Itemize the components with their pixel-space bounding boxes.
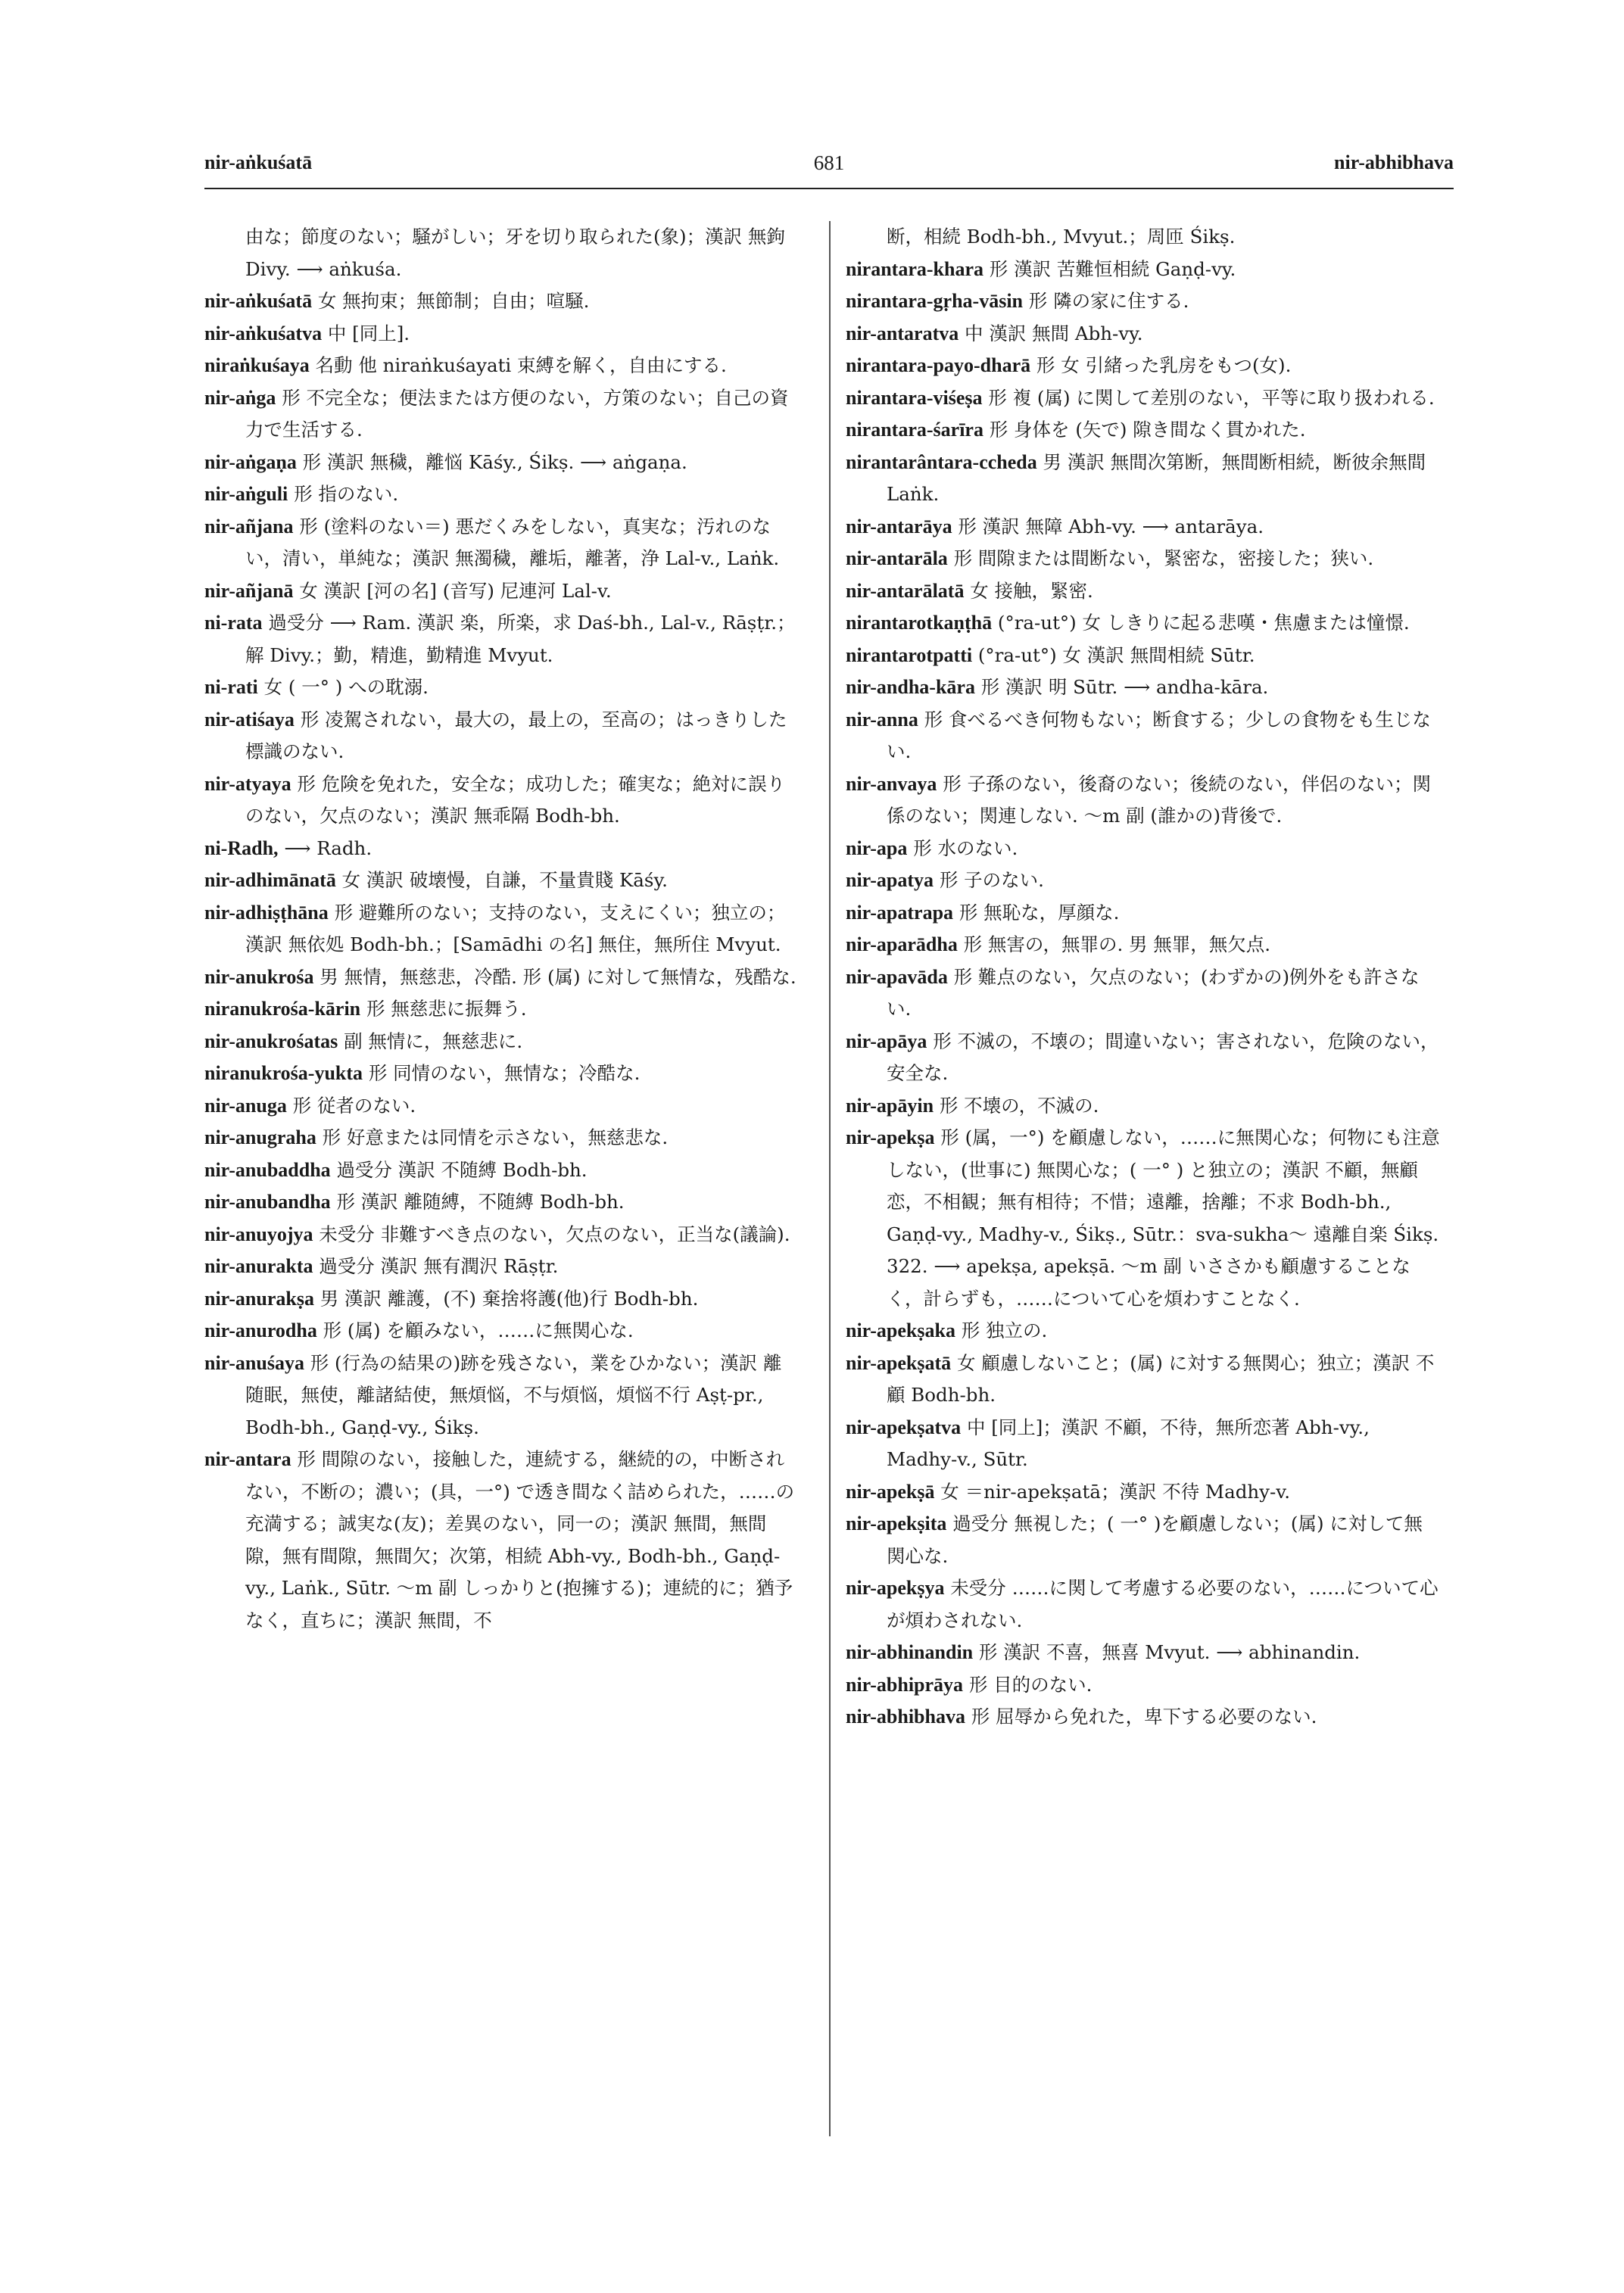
headword: nirantara-gṛha-vāsin [846, 290, 1023, 312]
headword: nir-aṅga [204, 386, 276, 409]
dictionary-entry [846, 382, 1440, 415]
headword: nir-anubandha [204, 1191, 331, 1213]
headword: nir-antarālatā [846, 579, 965, 602]
definition-text: 形 無恥な，厚顔な. [959, 901, 1120, 924]
headword: nir-anukrośa [204, 965, 314, 988]
dictionary-entry [846, 929, 1440, 961]
running-header [204, 151, 1454, 189]
definition-text: 形 従者のない. [292, 1094, 416, 1117]
dictionary-entry [846, 1412, 1440, 1476]
definition-text: 副 無情に，無慈悲に. [344, 1030, 523, 1052]
headword: nir-aṅkuśatā [204, 290, 313, 312]
headword: nir-aṅkuśatva [204, 322, 323, 344]
dictionary-entry [846, 1090, 1440, 1123]
dictionary-entry [846, 254, 1440, 286]
dictionary-entry [204, 704, 799, 768]
dictionary-entry [846, 833, 1440, 865]
definition-text: 女 漢訳 [河の名] (音写) 尼連河 Lal-v. [299, 579, 612, 602]
dictionary-entry [846, 318, 1440, 350]
definition-text: 女 接触，緊密. [970, 579, 1093, 602]
dictionary-entry [204, 1251, 799, 1283]
definition-text: (°ra-ut°) 女 漢訳 無間相続 Sūtr. [977, 643, 1255, 666]
dictionary-entry [204, 1154, 799, 1187]
definition-text: 女 無拘束；無節制；自由；喧騒. [317, 290, 590, 312]
dictionary-entry [846, 221, 1440, 254]
headword: nir-apekṣā [846, 1480, 935, 1503]
definition-text: 中 [同上]. [327, 322, 410, 344]
dictionary-entry [204, 221, 799, 285]
definition-text: 形 目的のない. [968, 1673, 1093, 1696]
header-rule [204, 188, 1454, 189]
dictionary-entry [204, 1026, 799, 1058]
dictionary-entry [846, 961, 1440, 1026]
definition-text: ⟶ Radh. [284, 837, 372, 859]
headword: nir-apatya [846, 869, 934, 891]
headword: niranukrośa-yukta [204, 1062, 363, 1084]
definition-text: 過受分 漢訳 不随縛 Bodh-bh. [336, 1158, 588, 1181]
definition-text: 形 無害の，無罪の. 男 無罪，無欠点. [963, 933, 1271, 955]
guide-word-right: nir-abhibhava [1334, 151, 1454, 173]
definition-text: 形 凌駕されない，最大の，最上の，至高の；はっきりした標識のない. [245, 708, 787, 762]
dictionary-entry [846, 350, 1440, 382]
dictionary-entry [846, 414, 1440, 447]
headword: nir-antarāya [846, 515, 952, 537]
headword: niranukrośa-kārin [204, 998, 361, 1020]
headword: nir-anuga [204, 1094, 287, 1117]
definition-text: 未受分 非難すべき点のない，欠点のない，正当な(議論). [319, 1223, 790, 1245]
headword: nir-apāya [846, 1030, 927, 1052]
definition-text: 形 (属) を顧みない，……に無関心な. [323, 1319, 634, 1341]
headword: nirantarotpatti [846, 643, 973, 666]
definition-text: 形 水のない. [913, 837, 1018, 859]
dictionary-entry [846, 640, 1440, 672]
definition-text: 形 漢訳 無穢，離悩 Kāśy., Śikṣ. ⟶ aṅgaṇa. [302, 450, 687, 473]
definition-text: 形 好意または同情を示さない，無慈悲な. [322, 1126, 669, 1148]
headword: nir-apekṣa [846, 1126, 935, 1148]
headword: nir-apekṣaka [846, 1319, 955, 1341]
headword: nir-anurakta [204, 1255, 313, 1277]
definition-text: 形 (行為の結果の)跡を残さない，業をひかない；漢訳 離随眠，無使，離諸結使，無煩悩，不与煩悩，煩悩不行 Aṣṭ-pr., Bodh-bh., Gaṇḍ-vy., Śikṣ. [245, 1351, 782, 1438]
dictionary-entry [846, 607, 1440, 640]
headword: niraṅkuśaya [204, 354, 310, 376]
dictionary-entry [204, 1283, 799, 1316]
headword: nir-adhimānatā [204, 869, 336, 891]
dictionary-entry [204, 1090, 799, 1123]
headword: nir-aṅguli [204, 483, 288, 505]
headword: nir-anurodha [204, 1319, 317, 1341]
headword: nir-aparādha [846, 933, 958, 955]
definition-text: 過受分 漢訳 無有潤沢 Rāṣṭr. [319, 1255, 559, 1277]
dictionary-entry [204, 1122, 799, 1154]
definition-text: 形 不完全な；便法または方便のない，方策のない；自己の資力で生活する. [245, 386, 789, 441]
headword: nir-aṅgaṇa [204, 450, 297, 473]
dictionary-entry [204, 318, 799, 350]
headword: nir-apekṣatva [846, 1416, 962, 1438]
dictionary-entry [204, 1058, 799, 1090]
headword: nirantarotkaṇṭhā [846, 612, 993, 634]
definition-text: 過受分 ⟶ Ram. 漢訳 楽，所楽，求 Daś-bh., Lal-v., Rāṣṭr.；解 Divy.；勤，精進，勤精進 Mvyut. [245, 612, 796, 666]
headword: nir-apatrapa [846, 901, 954, 924]
dictionary-entry [846, 511, 1440, 544]
definition-text: 形 子孫のない，後裔のない；後続のない，伴侶のない；関係のない；関連しない. ～m 副 (誰かの)背後で. [887, 772, 1431, 827]
headword: nir-apekṣita [846, 1513, 947, 1534]
definition-text: 形 (塗料のない＝) 悪だくみをしない，真実な；汚れのない，清い，単純な；漢訳 無濁穢，離垢，離著，浄 Lal-v., Laṅk. [245, 515, 780, 569]
definition-text: 形 避難所のない；支持のない，支えにくい；独立の；漢訳 無依処 Bodh-bh.；[Samādhi の名] 無住，無所住 Mvyut. [245, 901, 786, 955]
dictionary-entry [846, 1315, 1440, 1347]
dictionary-entry [846, 1508, 1440, 1572]
dictionary-entry [204, 833, 799, 865]
definition-text: 形 (属，一°) を顧慮しない，……に無関心な；何物にも注意しない，(世事に) 無関心な；( 一° ) と独立の；漢訳 不顧，無顧恋，不相観；無有相待；不惜；遠離，捨離；不求 Bodh-bh., Gaṇḍ-vy., Madhy-v., Śikṣ., Sūtr.：sva-sukha～ 遠離自楽 Śikṣ. 322. ⟶ apekṣa, apekṣā. ～m 副 いささかも顧慮することなく，計らずも，……について心を煩わすことなく. [887, 1126, 1440, 1310]
headword: nir-apa [846, 837, 908, 859]
dictionary-entry [846, 1347, 1440, 1412]
definition-text: 形 子のない. [939, 869, 1044, 891]
definition-text: 形 間隙のない，接触した，連続する，継続的の，中断されない，不断の；濃い；(具，一°) で透き間なく詰められた，……の充満する；誠実な(友)；差異のない，同一の；漢訳 無間，無間隙，無有間隙，無間欠；次第，相続 Abh-vy., Bodh-bh., Gaṇḍ-vy., Laṅk., Sūtr. ～m 副 しっかりと(抱擁する)；連続的に；猶予なく，直ちに；漢訳 無間，不 [245, 1448, 795, 1631]
definition-text: 断，相続 Bodh-bh., Mvyut.；周匝 Śikṣ. [887, 226, 1236, 248]
headword: nir-apekṣatā [846, 1351, 952, 1374]
definition-text: 形 難点のない，欠点のない；(わずかの)例外をも許さない. [887, 965, 1420, 1020]
dictionary-entry [204, 382, 799, 447]
definition-text: 男 無情，無慈悲，冷酷. 形 (属) に対して無情な，残酷な. [320, 965, 796, 988]
dictionary-entry [204, 350, 799, 382]
dictionary-entry [846, 1572, 1440, 1637]
definition-text: 女 漢訳 破壊慢，自謙，不量貴賤 Kāśy. [341, 869, 668, 891]
dictionary-entry [846, 543, 1440, 575]
definition-text: 形 不壊の，不滅の. [939, 1094, 1099, 1117]
headword: nirantara-payo-dharā [846, 354, 1031, 376]
dictionary-entry [204, 1219, 799, 1251]
definition-text: 形 隣の家に住する. [1028, 290, 1189, 312]
dictionary-entry [204, 768, 799, 833]
definition-text: 形 独立の. [961, 1319, 1048, 1341]
definition-text: 女 ＝nir-apekṣatā；漢訳 不待 Madhy-v. [940, 1480, 1291, 1503]
definition-text: 形 不滅の，不壊の；間違いない；害されない，危険のない，安全な. [887, 1030, 1439, 1084]
dictionary-entry [846, 1701, 1440, 1734]
dictionary-entry [204, 447, 799, 479]
dictionary-entry [204, 1444, 799, 1637]
definition-text: 女 ( 一° ) への耽溺. [263, 676, 429, 698]
headword: nirantarântara-ccheda [846, 450, 1037, 473]
dictionary-entry [846, 1122, 1440, 1315]
definition-text: 過受分 無視した；( 一° )を顧慮しない；(属) に対して無関心な. [887, 1513, 1423, 1567]
headword: nir-atyaya [204, 772, 291, 795]
dictionary-entry [846, 897, 1440, 930]
dictionary-entry [846, 1476, 1440, 1509]
definition-text: 形 複 (属) に関して差別のない，平等に取り扱われる. [988, 386, 1435, 409]
definition-text: 形 女 引緒った乳房をもつ(女). [1036, 354, 1292, 376]
dictionary-entry [846, 1669, 1440, 1702]
headword: nir-anugraha [204, 1126, 316, 1148]
dictionary-entry [846, 575, 1440, 608]
dictionary-entry [846, 768, 1440, 833]
headword: nir-abhiprāya [846, 1673, 964, 1696]
headword: nir-anna [846, 708, 918, 731]
dictionary-entry [204, 285, 799, 318]
headword: nir-antaratva [846, 322, 959, 344]
headword: nirantara-viśeṣa [846, 386, 983, 409]
headword: nirantara-khara [846, 257, 983, 280]
dictionary-entry [204, 993, 799, 1026]
definition-text: 形 無慈悲に振舞う. [366, 998, 527, 1020]
column-divider [829, 221, 831, 2136]
definition-text: 形 間隙または間断ない，緊密な，密接した；狭い. [953, 547, 1374, 569]
definition-text: 中 漢訳 無間 Abh-vy. [965, 322, 1143, 344]
dictionary-entry [846, 447, 1440, 511]
definition-text: 形 漢訳 明 Sūtr. ⟶ andha-kāra. [980, 676, 1269, 698]
headword: nir-apavāda [846, 965, 948, 988]
headword: nir-anvaya [846, 772, 937, 795]
definition-text: 由な；節度のない；騒がしい；牙を切り取られた(象)；漢訳 無鉤 Divy. ⟶ aṅkuśa. [245, 226, 785, 280]
definition-text: 形 指のない. [294, 483, 399, 505]
definition-text: 形 漢訳 不喜，無喜 Mvyut. ⟶ abhinandin. [978, 1641, 1361, 1663]
dictionary-entry [846, 285, 1440, 318]
dictionary-entry [204, 671, 799, 704]
dictionary-entry [846, 1026, 1440, 1090]
definition-text: 中 [同上]；漢訳 不顧，不待，無所恋著 Abh-vy., Madhy-v., Sūtr. [887, 1416, 1370, 1470]
definition-text: 男 漢訳 無間次第断，無間断相続，断彼余無間 Laṅk. [887, 450, 1426, 505]
headword: nir-antarāla [846, 547, 948, 569]
definition-text: 女 顧慮しないこと；(属) に対する無関心；独立；漢訳 不顧 Bodh-bh. [887, 1351, 1435, 1406]
headword: ni-rati [204, 676, 258, 698]
headword: nir-apāyin [846, 1094, 934, 1117]
headword: nir-anurakṣa [204, 1287, 314, 1310]
definition-text: 形 同情のない，無情な；冷酷な. [368, 1062, 641, 1084]
definition-text: 形 食べるべき何物もない；断食する；少しの食物をも生じない. [887, 708, 1431, 762]
headword: nir-anubaddha [204, 1158, 331, 1181]
headword: nir-añjana [204, 515, 294, 537]
definition-text: 形 漢訳 離随縛，不随縛 Bodh-bh. [336, 1191, 625, 1213]
dictionary-entry [204, 961, 799, 994]
headword: nir-anuśaya [204, 1351, 304, 1374]
headword: nir-apekṣya [846, 1577, 945, 1599]
definition-text: 形 身体を (矢で) 隙き間なく貫かれた. [989, 419, 1306, 441]
dictionary-entry [204, 478, 799, 511]
definition-text: 形 屈辱から免れた，卑下する必要のない. [971, 1706, 1317, 1728]
headword: nir-anukrośatas [204, 1030, 338, 1052]
headword: nir-abhinandin [846, 1641, 974, 1663]
dictionary-entry [204, 865, 799, 897]
left-column [204, 221, 799, 2174]
dictionary-entry [204, 1186, 799, 1219]
headword: nir-anuyojya [204, 1223, 313, 1245]
dictionary-entry [204, 511, 799, 575]
definition-text: 男 漢訳 離護，(不) 棄捨将護(他)行 Bodh-bh. [320, 1287, 699, 1310]
headword: nir-añjanā [204, 579, 294, 602]
dictionary-entry [204, 1315, 799, 1347]
guide-word-left: nir-aṅkuśatā [204, 151, 313, 173]
headword: nir-antara [204, 1448, 291, 1470]
definition-text: 形 漢訳 無障 Abh-vy. ⟶ antarāya. [958, 515, 1264, 537]
dictionary-entry [204, 607, 799, 671]
dictionary-entry [846, 865, 1440, 897]
definition-text: 名動 他 niraṅkuśayati 束縛を解く，自由にする. [315, 354, 727, 376]
dictionary-entry [204, 1347, 799, 1444]
definition-text: 形 漢訳 苦難恒相続 Gaṇḍ-vy. [989, 257, 1236, 280]
definition-text: (°ra-ut°) 女 しきりに起る悲嘆・焦慮または憧憬. [997, 612, 1410, 634]
page-number: 681 [813, 151, 845, 174]
headword: nir-andha-kāra [846, 676, 975, 698]
headword: ni-rata [204, 612, 263, 634]
definition-text: 形 危険を免れた，安全な；成功した；確実な；絶対に誤りのない，欠点のない；漢訳 無乖隔 Bodh-bh. [245, 772, 786, 827]
headword: nir-atiśaya [204, 708, 295, 731]
definition-text: 未受分 ……に関して考慮する必要のない，……について心が煩わされない. [887, 1577, 1439, 1631]
headword: nir-adhiṣṭhāna [204, 901, 329, 924]
headword: nirantara-śarīra [846, 419, 983, 441]
headword: nir-abhibhava [846, 1706, 965, 1728]
dictionary-entry [846, 704, 1440, 768]
right-column [846, 221, 1440, 2174]
headword: ni-Radh, [204, 837, 279, 859]
dictionary-entry [204, 575, 799, 608]
dictionary-entry [204, 897, 799, 961]
dictionary-entry [846, 671, 1440, 704]
dictionary-entry [846, 1637, 1440, 1669]
